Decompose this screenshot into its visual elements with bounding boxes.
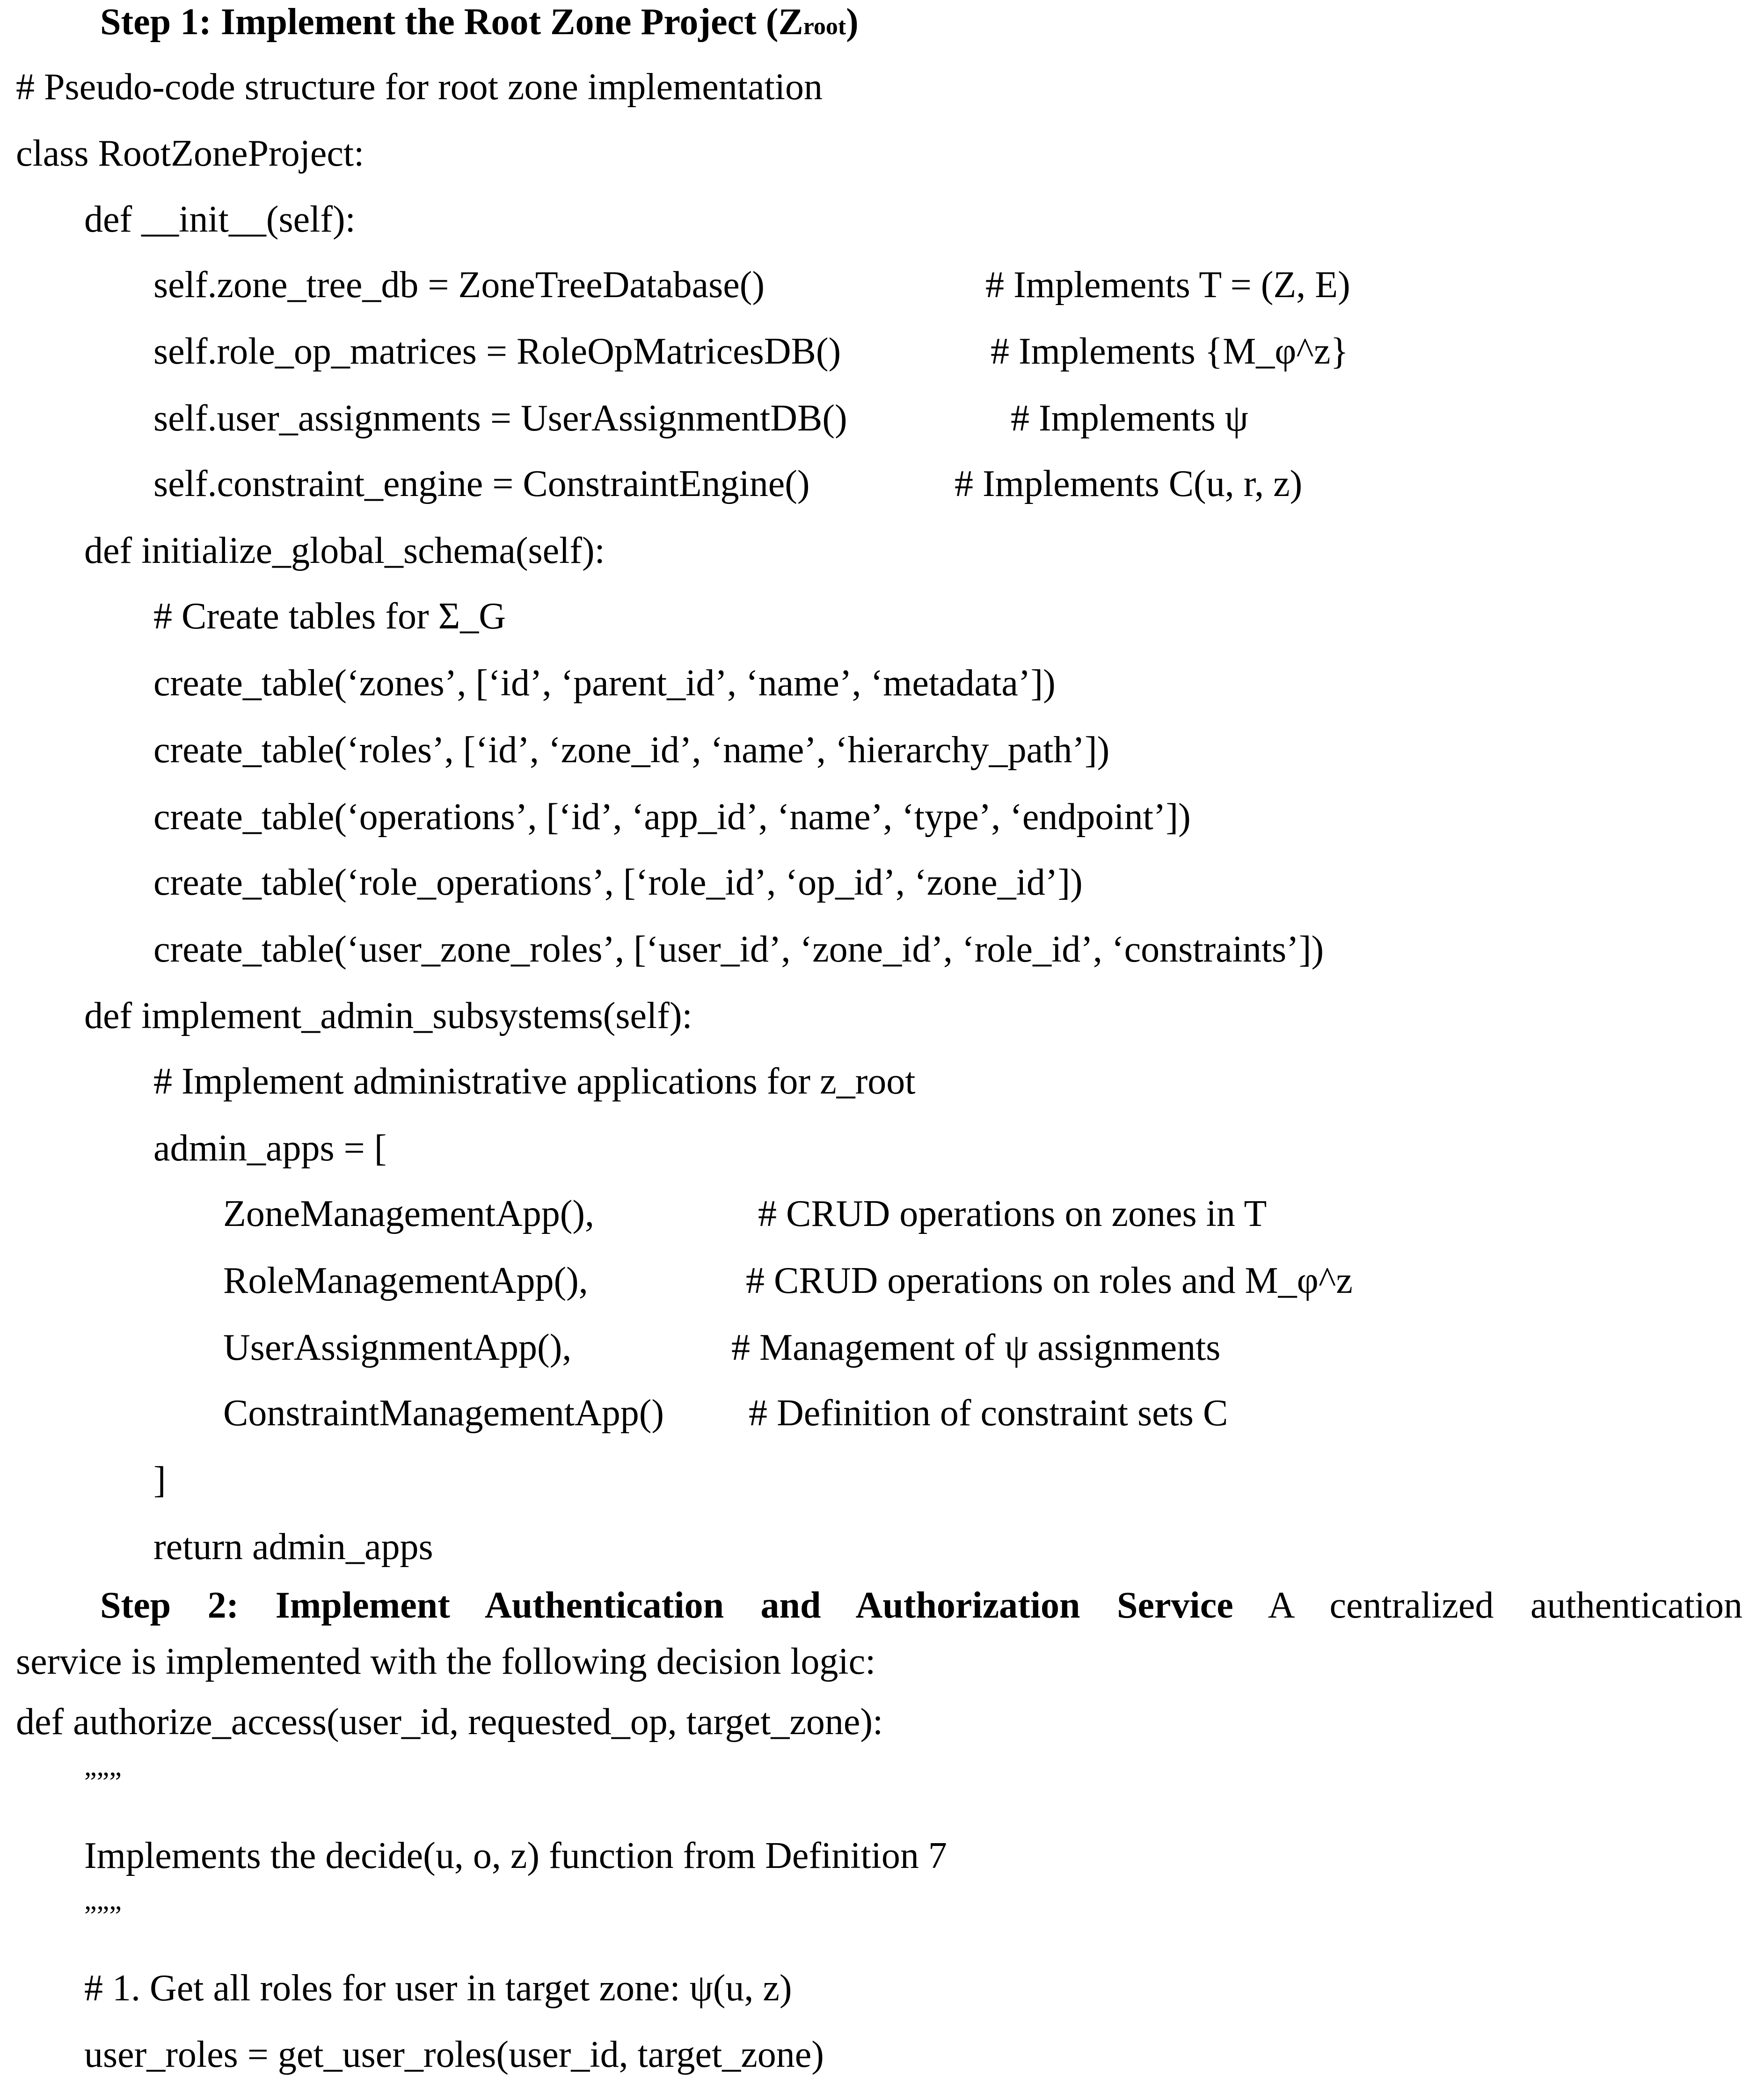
code-class-def: class RootZoneProject:	[16, 133, 364, 174]
code-init-comment: # Implements T = (Z, E)	[985, 264, 1350, 306]
code-init-comment: # Implements {M_φ^z}	[991, 331, 1349, 372]
code-admin-app-comment: # CRUD operations on roles and M_φ^z	[746, 1260, 1353, 1301]
code-admin-app-comment: # CRUD operations on zones in T	[758, 1193, 1267, 1234]
code-admin-app-comment: # Definition of constraint sets C	[749, 1393, 1228, 1434]
step2-text-start: A centralized authentication	[1233, 1585, 1742, 1626]
code-init-comment: # Implements ψ	[1011, 398, 1248, 439]
code-admin-app: UserAssignmentApp(),	[223, 1327, 572, 1368]
code-admin-close: ]	[153, 1459, 166, 1501]
code-init-comment: # Implements C(u, r, z)	[955, 463, 1303, 504]
code-admin-return: return admin_apps	[153, 1526, 433, 1568]
step2-heading: Step 2: Implement Authentication and Authorization Service	[100, 1585, 1233, 1626]
code-create-table: create_table(‘zones’, [‘id’, ‘parent_id’, ‘name’, ‘metadata’])	[153, 663, 1056, 704]
code-init-line: self.user_assignments = UserAssignmentDB()	[153, 398, 847, 439]
step1-heading-text: Step 1: Implement the Root Zone Project (Z	[100, 1, 803, 43]
code-comment-header: # Pseudo-code structure for root zone implementation	[16, 66, 823, 108]
code-admin-def: def implement_admin_subsystems(self):	[84, 995, 692, 1036]
code-admin-open: admin_apps = [	[153, 1128, 387, 1169]
step1-heading	[100, 0, 859, 50]
code-docstring-close: ”””	[84, 1900, 122, 1931]
code-create-table: create_table(‘operations’, [‘id’, ‘app_id’, ‘name’, ‘type’, ‘endpoint’])	[153, 796, 1191, 838]
code-admin-app: ZoneManagementApp(),	[223, 1193, 595, 1234]
code-func-def: def authorize_access(user_id, requested_op, target_zone):	[16, 1701, 883, 1743]
code-admin-app: ConstraintManagementApp()	[223, 1393, 664, 1434]
code-admin-comment: # Implement administrative applications for z_root	[153, 1061, 916, 1102]
code-admin-app: RoleManagementApp(),	[223, 1260, 588, 1301]
code-docstring-open: ”””	[84, 1766, 122, 1797]
code-docstring-text: Implements the decide(u, o, z) function from Definition 7	[84, 1835, 947, 1876]
step2-paragraph-line1	[16, 1582, 1742, 1629]
code-schema-def: def initialize_global_schema(self):	[84, 530, 605, 571]
code-init-line: self.zone_tree_db = ZoneTreeDatabase()	[153, 264, 765, 306]
code-create-table: create_table(‘role_operations’, [‘role_id’, ‘op_id’, ‘zone_id’])	[153, 862, 1083, 903]
step1-heading-close: )	[846, 1, 859, 43]
code-user-roles-line: user_roles = get_user_roles(user_id, target_zone)	[84, 2034, 824, 2075]
code-create-table: create_table(‘roles’, [‘id’, ‘zone_id’, ‘name’, ‘hierarchy_path’])	[153, 729, 1110, 771]
code-schema-comment: # Create tables for Σ_G	[153, 596, 506, 637]
code-init-line: self.constraint_engine = ConstraintEngine()	[153, 463, 810, 504]
code-init-line: self.role_op_matrices = RoleOpMatricesDB()	[153, 331, 841, 372]
code-init-def: def __init__(self):	[84, 199, 356, 240]
code-admin-app-comment: # Management of ψ assignments	[731, 1327, 1221, 1368]
code-create-table: create_table(‘user_zone_roles’, [‘user_id’, ‘zone_id’, ‘role_id’, ‘constraints’])	[153, 929, 1324, 970]
step2-paragraph-line2: service is implemented with the following decision logic:	[16, 1641, 876, 1682]
step1-heading-subscript: root	[803, 13, 846, 40]
code-step-comment: # 1. Get all roles for user in target zone: ψ(u, z)	[84, 1968, 792, 2009]
